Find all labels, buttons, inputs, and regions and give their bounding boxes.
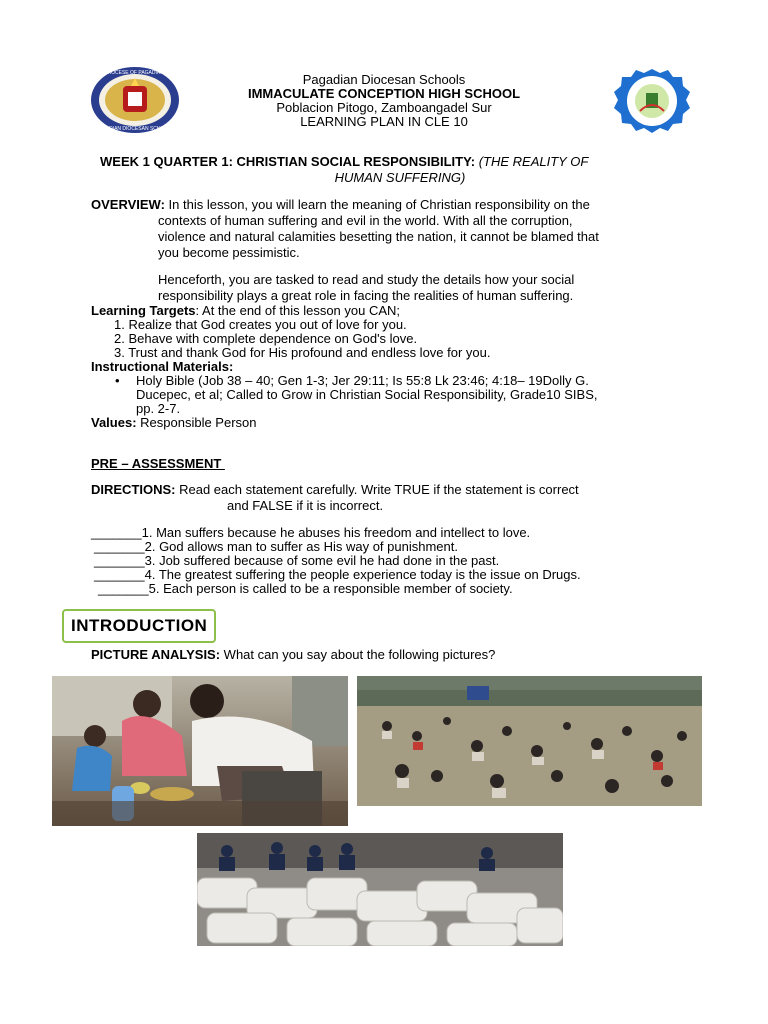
materials-line-1: Holy Bible (Job 38 – 40; Gen 1-3; Jer 29:11; Is 55:8 Lk 23:46; 4:18– 19Dolly G.	[136, 373, 589, 388]
left-school-seal	[90, 66, 180, 134]
overview-label: OVERVIEW:	[91, 197, 165, 212]
photo-flood	[357, 676, 702, 806]
svg-text:PAGADIAN DIOCESAN SCHOOLS: PAGADIAN DIOCESAN SCHOOLS	[95, 126, 175, 132]
photo-drug-seizure	[197, 833, 563, 946]
materials-bullet: •	[115, 373, 120, 388]
overview-line-6: responsibility plays a great role in facing the realities of human suffering.	[158, 288, 574, 303]
learning-target-item: 2. Behave with complete dependence on God's love.	[114, 331, 418, 346]
flood-image-icon	[357, 676, 702, 806]
materials-line-3: pp. 2-7.	[136, 401, 181, 416]
learning-targets-label: Learning Targets	[91, 303, 196, 318]
directions-line-2: and FALSE if it is incorrect.	[227, 498, 384, 513]
lesson-title-main: WEEK 1 QUARTER 1: CHRISTIAN SOCIAL RESPONSIBILITY:	[100, 154, 479, 169]
materials-line-2: Ducepec, et al; Called to Grow in Christian Social Responsibility, Grade10 SIBS,	[136, 387, 598, 402]
overview-line-5: Henceforth, you are tasked to read and study the details how your social	[158, 272, 575, 287]
overview-line-1: OVERVIEW: In this lesson, you will learn the meaning of Christian responsibility on the	[91, 197, 590, 212]
learning-target-item: 1. Realize that God creates you out of love for you.	[114, 317, 407, 332]
assessment-item: _______1. Man suffers because he abuses his freedom and intellect to love.	[91, 525, 531, 540]
overview-line-4: you become pessimistic.	[158, 245, 300, 260]
introduction-heading-box: INTRODUCTION	[62, 609, 216, 643]
learning-target-item: 3. Trust and thank God for His profound and endless love for you.	[114, 345, 491, 360]
lesson-title-italic: (THE REALITY OF	[478, 154, 589, 169]
diocese-seal-icon	[90, 66, 180, 134]
materials-label: Instructional Materials:	[91, 359, 234, 374]
learning-plan-title: LEARNING PLAN IN CLE 10	[300, 114, 468, 129]
learning-targets-heading: Learning Targets: At the end of this lesson you CAN;	[91, 303, 401, 318]
assessment-item: _______3. Job suffered because of some evil he had done in the past.	[94, 553, 500, 568]
diocese-name: Pagadian Diocesan Schools	[302, 72, 466, 87]
svg-text:DIOCESE OF PAGADIAN: DIOCESE OF PAGADIAN	[106, 70, 164, 76]
photo-family-poverty	[52, 676, 348, 826]
school-name: IMMACULATE CONCEPTION HIGH SCHOOL	[247, 86, 521, 101]
family-poverty-image-icon	[52, 676, 348, 826]
lesson-title-line2: HUMAN SUFFERING)	[334, 170, 466, 185]
assessment-item: _______4. The greatest suffering the people experience today is the issue on Drugs.	[94, 567, 581, 582]
assessment-item: _______2. God allows man to suffer as His way of punishment.	[94, 539, 458, 554]
lesson-title	[100, 155, 700, 169]
values-line: Values: Responsible Person	[91, 415, 257, 430]
overview-line-2: contexts of human suffering and evil in the world. With all the corruption,	[158, 213, 573, 228]
picture-analysis-line: PICTURE ANALYSIS: What can you say about the following pictures?	[91, 647, 496, 662]
directions-line-1: DIRECTIONS: Read each statement carefully. Write TRUE if the statement is correct	[91, 482, 579, 497]
overview-line-3: violence and natural calamities besetting the nation, it cannot be blamed that	[158, 229, 599, 244]
drug-seizure-image-icon	[197, 833, 563, 946]
values-label: Values:	[91, 415, 137, 430]
picture-analysis-label: PICTURE ANALYSIS:	[91, 647, 221, 662]
directions-label: DIRECTIONS:	[91, 482, 176, 497]
school-address: Poblacion Pitogo, Zamboangadel Sur	[276, 100, 492, 115]
school-seal-icon	[612, 67, 692, 135]
assessment-item: _______5. Each person is called to be a responsible member of society.	[98, 581, 513, 596]
pre-assessment-heading: PRE – ASSESSMENT	[91, 456, 225, 471]
right-school-seal	[612, 67, 692, 135]
